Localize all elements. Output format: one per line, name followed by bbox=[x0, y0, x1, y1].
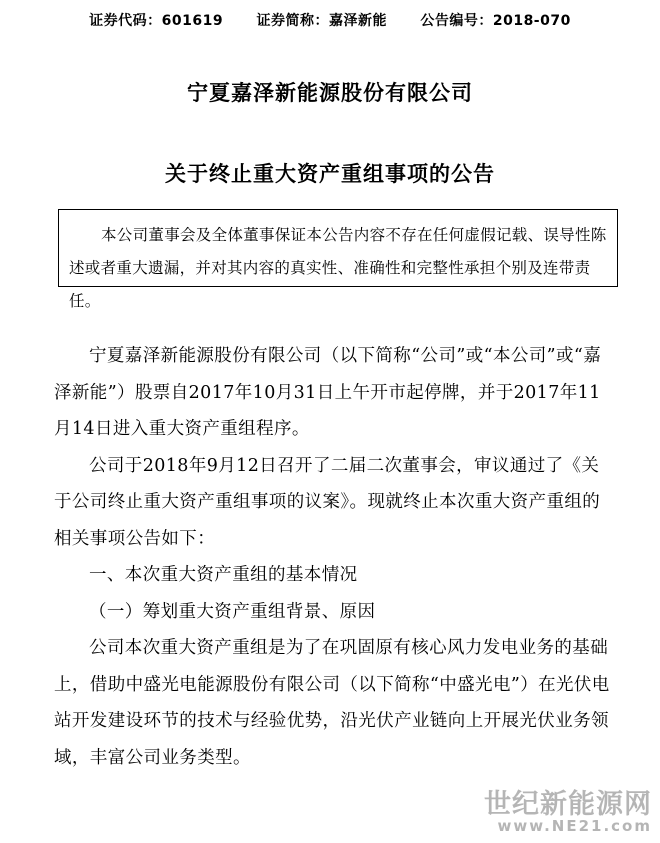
section-heading: 一、本次重大资产重组的基本情况 bbox=[89, 565, 358, 585]
paragraph-intro: 宁夏嘉泽新能源股份有限公司（以下简称“公司”或“本公司”或“嘉泽新能”）股票自2017年10月31日上午开市起停牌，并于2017年11月14日进入重大资产重组程序。 bbox=[54, 346, 602, 439]
notice-number: 公告编号：2018-070 bbox=[420, 13, 571, 29]
watermark-logo bbox=[484, 788, 652, 836]
subsection-heading: （一）筹划重大资产重组背景、原因 bbox=[89, 601, 376, 622]
body-text bbox=[54, 338, 614, 776]
notice-title: 关于终止重大资产重组事项的公告 bbox=[165, 162, 495, 186]
stock-code: 证券代码：601619 bbox=[89, 13, 224, 29]
paragraph-board-meeting: 公司于2018年9月12日召开了二届二次董事会，审议通过了《关于公司终止重大资产重组事项的议案》。现就终止本次重大资产重组的相关事项公告如下： bbox=[54, 455, 601, 549]
company-name: 宁夏嘉泽新能源股份有限公司 bbox=[187, 81, 473, 105]
disclaimer-box: 本公司董事会及全体董事保证本公告内容不存在任何虚假记载、误导性陈述或者重大遗漏，并对其内容的真实性、准确性和完整性承担个别及连带责任。 bbox=[58, 209, 618, 287]
header-info-line bbox=[0, 10, 660, 30]
paragraph-background: 公司本次重大资产重组是为了在巩固原有核心风力发电业务的基础上，借助中盛光电能源股份有限公司（以下简称“中盛光电”）在光伏电站开发建设环节的技术与经验优势，沿光伏产业链向上开展光伏业务领域，丰富公司业务类型。 bbox=[54, 638, 610, 768]
watermark-name: 世纪新能源网 bbox=[484, 788, 652, 820]
stock-name: 证券简称：嘉泽新能 bbox=[256, 13, 387, 29]
watermark-url: www.NE21.com bbox=[497, 817, 652, 836]
